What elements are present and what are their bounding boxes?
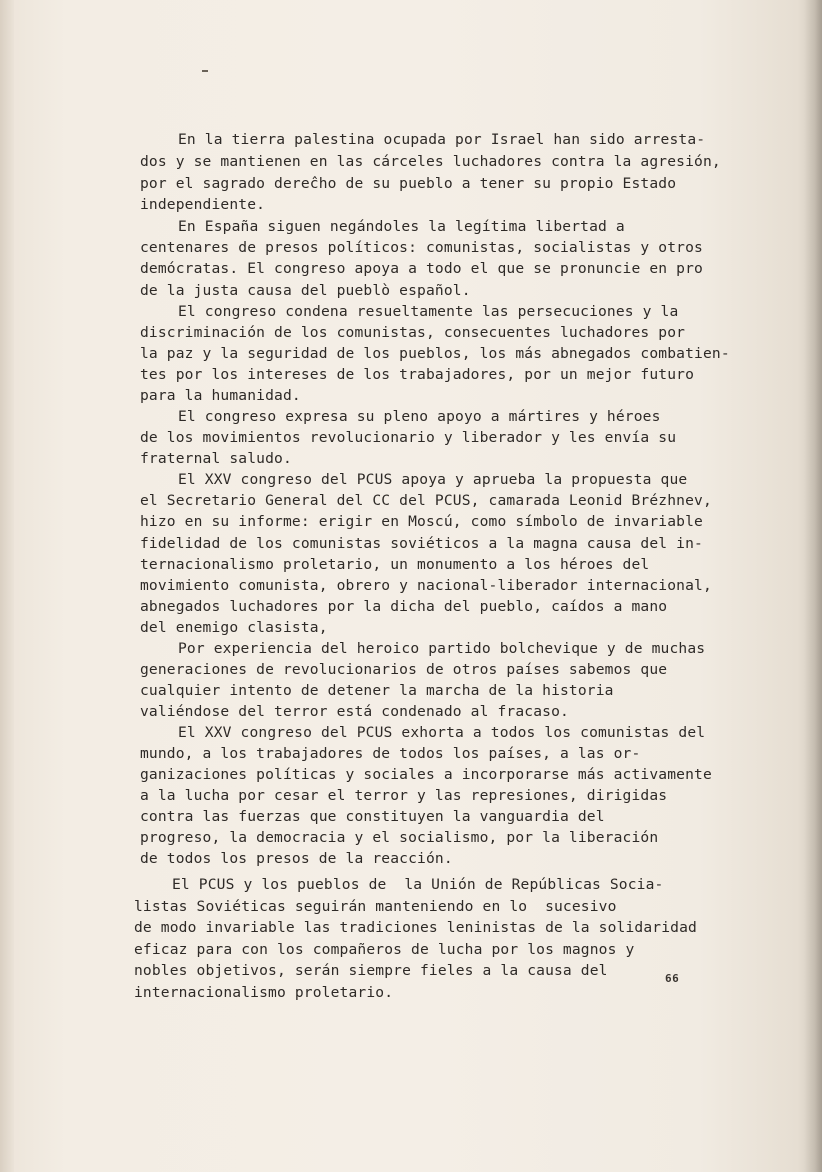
text-line: progreso, la democracia y el socialismo, por la liberación (140, 829, 659, 846)
text-line: internacionalismo proletario. (134, 984, 394, 1001)
text-line: movimiento comunista, obrero y nacional-liberador internacional, (140, 577, 712, 594)
text-line: ganizaciones políticas y sociales a incorporarse más activamente (140, 766, 712, 783)
text-line: El congreso condena resueltamente las persecuciones y la (178, 303, 679, 320)
text-line: cualquier intento de detener la marcha de la historia (140, 682, 614, 699)
text-line: de la justa causa del pueblò español. (140, 282, 471, 299)
text-line: la paz y la seguridad de los pueblos, los más abnegados combatien- (140, 345, 730, 362)
text-line: el Secretario General del CC del PCUS, camarada Leonid Brézhnev, (140, 492, 712, 509)
text-line: valiéndose del terror está condenado al fracaso. (140, 703, 569, 720)
text-line: ternacionalismo proletario, un monumento a los héroes del (140, 556, 650, 573)
text-line: En España siguen negándoles la legítima libertad a (178, 218, 625, 235)
text-line: demócratas. El congreso apoya a todo el que se pronuncie en pro (140, 260, 703, 277)
text-line: para la humanidad. (140, 387, 301, 404)
text-line: eficaz para con los compañeros de lucha por los magnos y (134, 941, 635, 958)
text-line: fidelidad de los comunistas soviéticos a la magna causa del in- (140, 535, 703, 552)
text-line: nobles objetivos, serán siempre fieles a la causa del (134, 962, 608, 979)
text-line: fraternal saludo. (140, 450, 292, 467)
text-line: de los movimientos revolucionario y liberador y les envía su (140, 429, 677, 446)
text-line: Por experiencia del heroico partido bolchevique y de muchas (178, 640, 706, 657)
text-line: mundo, a los trabajadores de todos los países, a las or- (140, 745, 641, 762)
text-line: listas Soviéticas seguirán manteniendo en lo sucesivo (134, 898, 617, 915)
text-line: abnegados luchadores por la dicha del pueblo, caídos a mano (140, 598, 668, 615)
text-line: contra las fuerzas que constituyen la vanguardia del (140, 808, 605, 825)
text-line: dos y se mantienen en las cárceles luchadores contra la agresión, (140, 153, 721, 170)
text-line: El XXV congreso del PCUS apoya y aprueba la propuesta que (178, 471, 688, 488)
text-line: tes por los intereses de los trabajadores, por un mejor futuro (140, 366, 695, 383)
text-line: El congreso expresa su pleno apoyo a mártires y héroes (178, 408, 661, 425)
text-line: de todos los presos de la reacción. (140, 850, 453, 867)
text-line: hizo en su informe: erigir en Moscú, como símbolo de invariable (140, 513, 703, 530)
page-number: 66 (665, 972, 680, 985)
text-line: El XXV congreso del PCUS exhorta a todos los comunistas del (178, 724, 706, 741)
text-line: de modo invariable las tradiciones leninistas de la solidaridad (134, 919, 697, 936)
text-line: a la lucha por cesar el terror y las represiones, dirigidas (140, 787, 668, 804)
text-line: El PCUS y los pueblos de la Unión de Repúblicas Socia- (172, 876, 664, 893)
text-line: por el sagrado dereĉho de su pueblo a tener su propio Estado (140, 175, 677, 192)
text-line: centenares de presos políticos: comunistas, socialistas y otros (140, 239, 703, 256)
text-line: del enemigo clasista, (140, 619, 328, 636)
text-line: discriminación de los comunistas, consecuentes luchadores por (140, 324, 686, 341)
text-line: independiente. (140, 196, 266, 213)
text-line: En la tierra palestina ocupada por Israel han sido arresta- (178, 131, 706, 148)
text-line: generaciones de revolucionarios de otros países sabemos que (140, 661, 668, 678)
